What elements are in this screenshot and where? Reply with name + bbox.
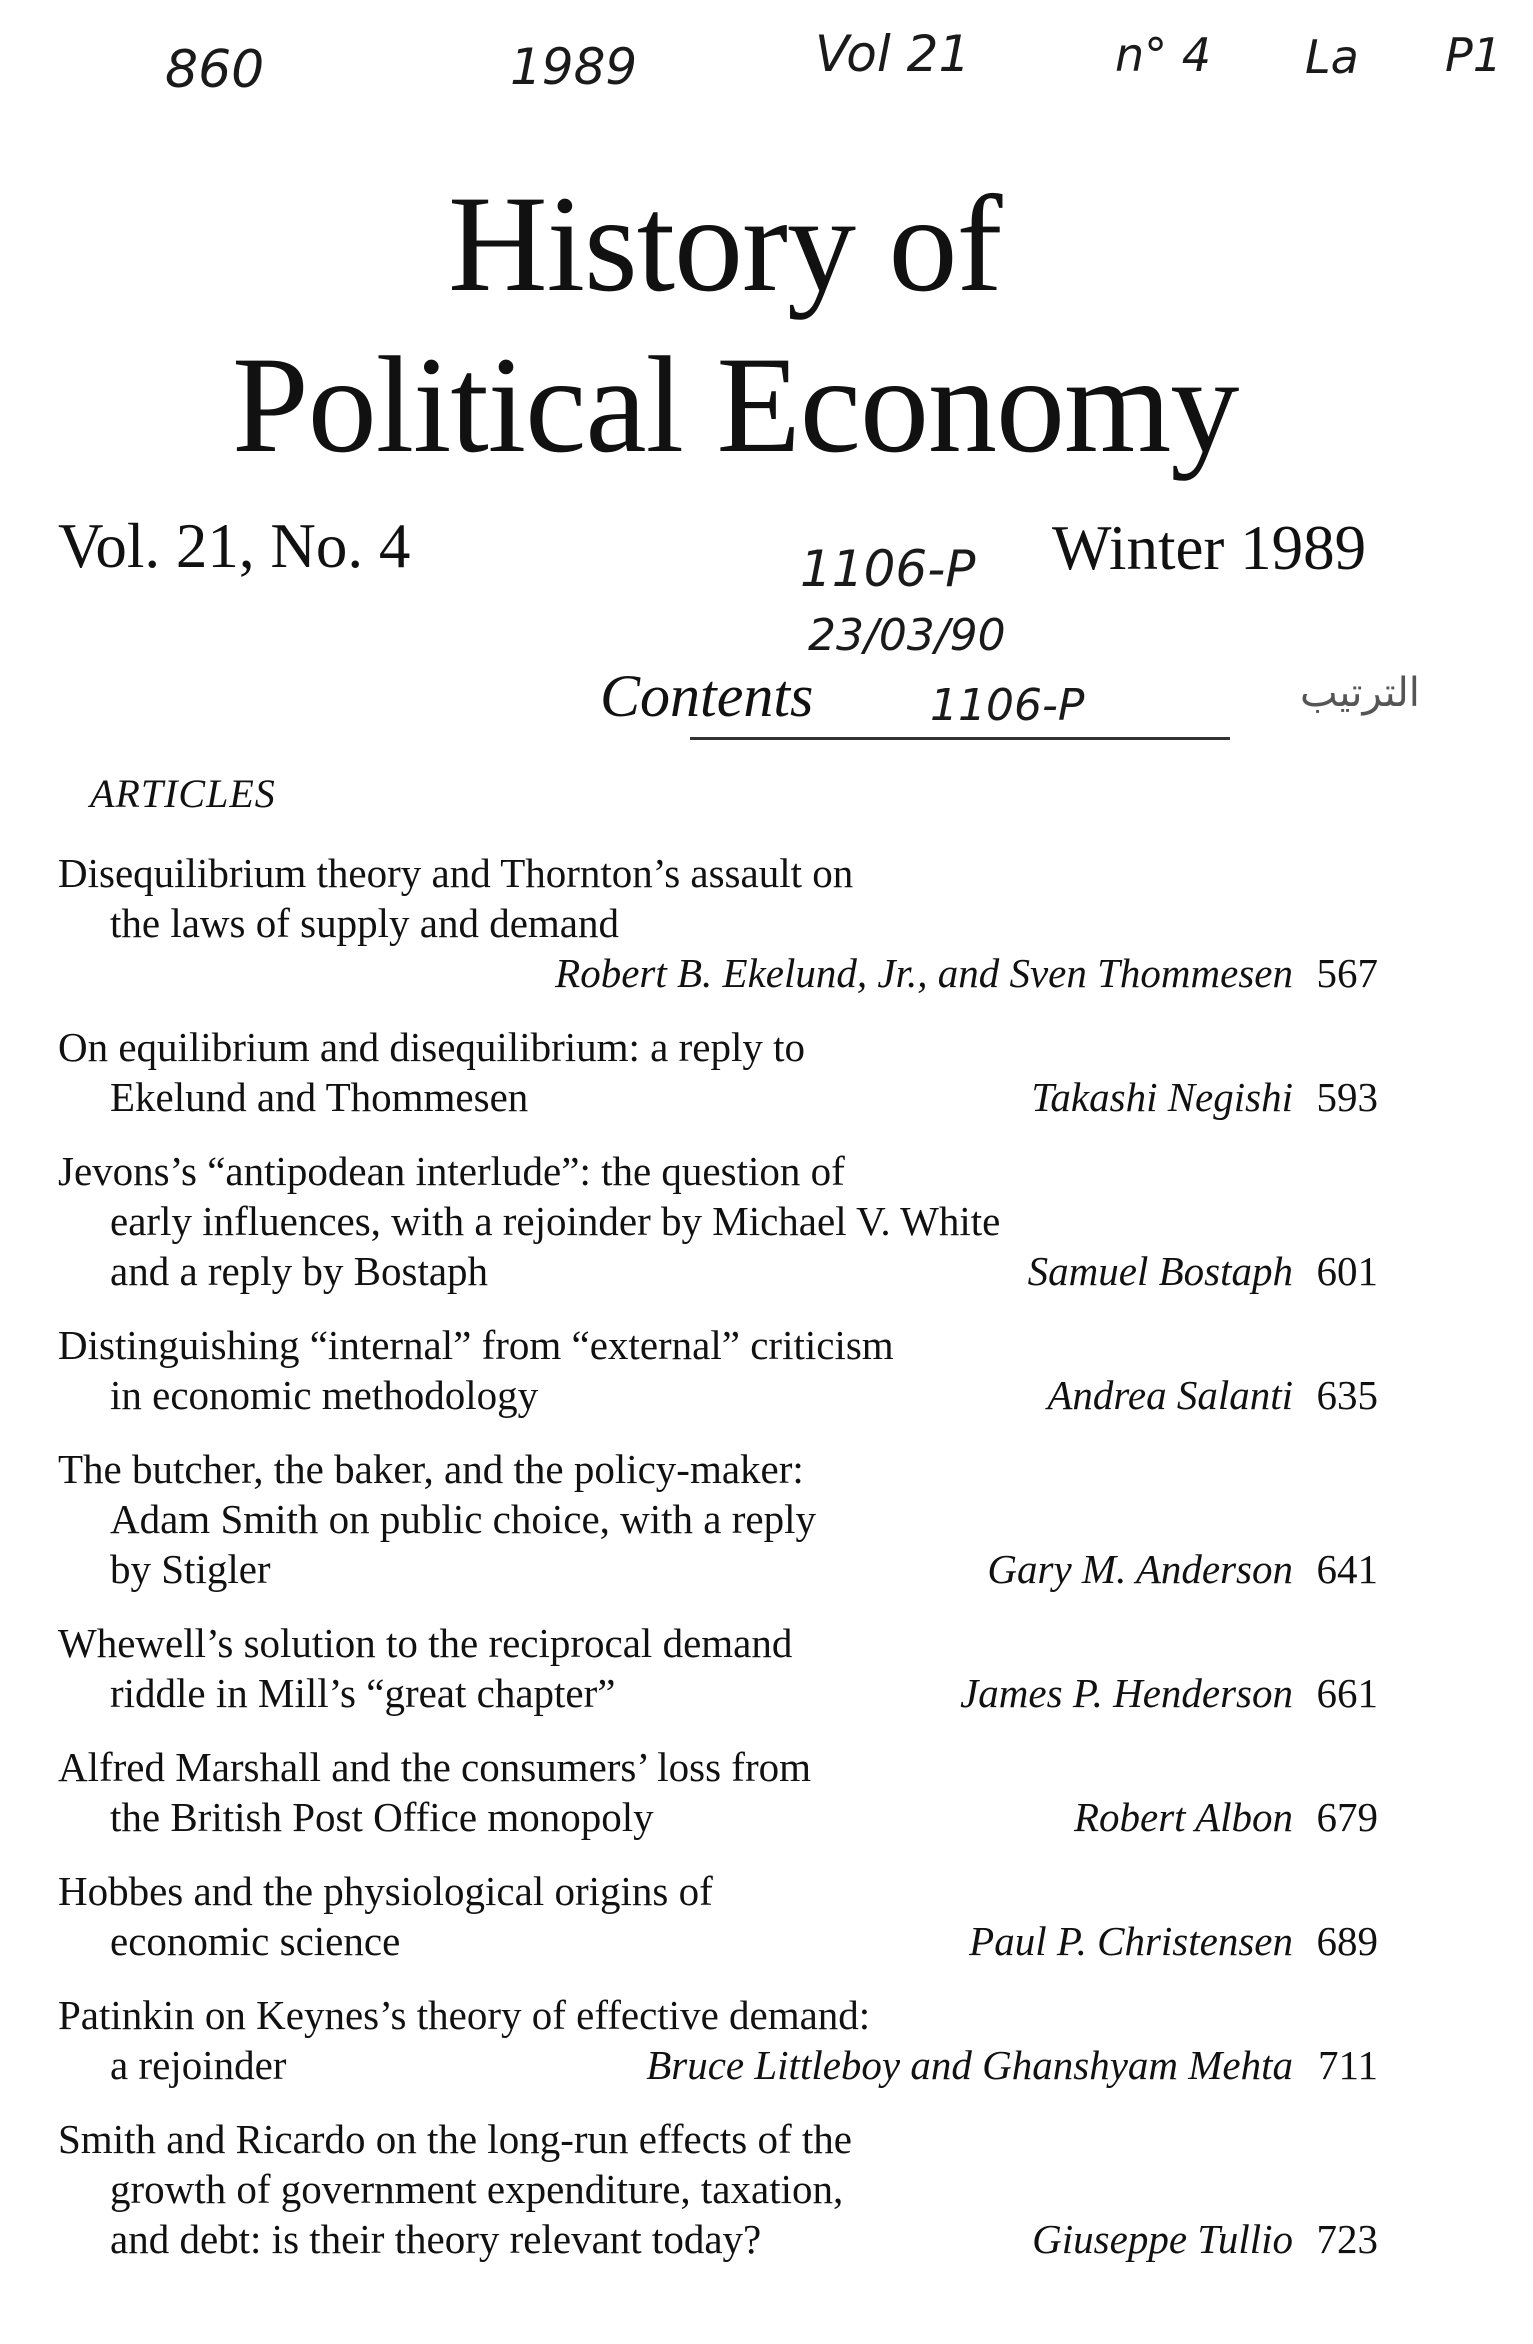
- article-title-line: Distinguishing “internal” from “external” criticism: [58, 1322, 894, 1368]
- handwritten-date: 23/03/90: [808, 610, 1006, 661]
- article-author: Robert B. Ekelund, Jr., and Sven Thommesen: [555, 950, 1293, 996]
- article-title-line: and a reply by Bostaph: [110, 1248, 489, 1294]
- handwritten-arabic-note: الترتيب: [1300, 670, 1420, 716]
- article-title-line: Disequilibrium theory and Thornton’s assault on: [58, 850, 854, 896]
- article-title-line: Smith and Ricardo on the long-run effects of the: [58, 2116, 852, 2162]
- article-author-page: [960, 1668, 1378, 1718]
- article-page: 601: [1316, 1248, 1378, 1294]
- article-title-line: Patinkin on Keynes’s theory of effective demand:: [58, 1992, 871, 2038]
- article-author-page: [1047, 1370, 1378, 1420]
- article-page: 641: [1316, 1546, 1378, 1592]
- article-title-line: riddle in Mill’s “great chapter”: [110, 1670, 616, 1716]
- handwritten-call-number-2: 1106-P: [930, 680, 1085, 731]
- article-author: Takashi Negishi: [1031, 1074, 1293, 1120]
- article-entry: [58, 2114, 1378, 2264]
- article-author-page: [646, 2040, 1378, 2090]
- article-author-page: [1074, 1792, 1378, 1842]
- section-label-articles: ARTICLES: [90, 771, 276, 816]
- author-row: [58, 948, 1378, 998]
- article-title-line: the laws of supply and demand: [110, 900, 619, 946]
- article-author: Paul P. Christensen: [969, 1918, 1293, 1964]
- article-page: 567: [1316, 950, 1378, 996]
- handwritten-note-p1: P1: [1445, 28, 1503, 82]
- article-author: Samuel Bostaph: [1027, 1248, 1293, 1294]
- article-page: 689: [1316, 1918, 1378, 1964]
- article-title-line: early influences, with a rejoinder by Michael V. White: [110, 1198, 1001, 1244]
- article-author-page: [555, 948, 1378, 998]
- issue-season: Winter 1989: [1052, 513, 1367, 583]
- contents-underline: [690, 737, 1230, 740]
- journal-title-line2: Political Economy: [232, 328, 1239, 481]
- article-title-line: a rejoinder: [110, 2042, 287, 2088]
- article-author-page: [1031, 1072, 1378, 1122]
- article-title-line: Hobbes and the physiological origins of: [58, 1868, 713, 1914]
- article-title-line: Whewell’s solution to the reciprocal demand: [58, 1620, 793, 1666]
- article-entry: [58, 1742, 1378, 1842]
- article-title-line: and debt: is their theory relevant today?: [110, 2216, 762, 2262]
- article-author: Robert Albon: [1073, 1794, 1293, 1840]
- article-title-line: The butcher, the baker, and the policy-maker:: [58, 1446, 804, 1492]
- article-author: Bruce Littleboy and Ghanshyam Mehta: [646, 2042, 1293, 2088]
- article-entry: [58, 1618, 1378, 1718]
- article-title-line: Adam Smith on public choice, with a reply: [110, 1496, 816, 1542]
- article-title-line: the British Post Office monopoly: [110, 1794, 654, 1840]
- article-author-page: [969, 1916, 1378, 1966]
- article-page: 661: [1316, 1670, 1378, 1716]
- article-author: Gary M. Anderson: [987, 1546, 1293, 1592]
- article-title-line: economic science: [110, 1918, 401, 1964]
- article-author: Giuseppe Tullio: [1032, 2216, 1293, 2262]
- handwritten-note-la: La: [1305, 30, 1359, 84]
- article-entry: [58, 1320, 1378, 1420]
- handwritten-note-number: n° 4: [1115, 28, 1212, 82]
- article-page: 679: [1316, 1794, 1378, 1840]
- article-entry: [58, 1146, 1378, 1296]
- article-title-line: On equilibrium and disequilibrium: a reply to: [58, 1024, 805, 1070]
- contents-heading: Contents: [600, 663, 814, 729]
- handwritten-call-number: 1106-P: [800, 540, 976, 598]
- article-entry: [58, 1444, 1378, 1594]
- article-entry: [58, 848, 1378, 998]
- journal-title-line1: History of: [448, 167, 1002, 320]
- article-page: 723: [1316, 2216, 1378, 2262]
- article-entry: [58, 1022, 1378, 1122]
- article-author-page: [987, 1544, 1378, 1594]
- article-author: James P. Henderson: [960, 1670, 1293, 1716]
- article-entry: [58, 1866, 1378, 1966]
- handwritten-note-volume: Vol 21: [815, 25, 971, 83]
- handwritten-note-year: 1989: [510, 38, 638, 96]
- article-page: 593: [1316, 1074, 1378, 1120]
- articles-list: [58, 848, 1378, 2264]
- article-page: 635: [1316, 1372, 1378, 1418]
- article-author-page: [1032, 2214, 1378, 2264]
- article-page: 711: [1318, 2042, 1378, 2088]
- article-title-line: Jevons’s “antipodean interlude”: the question of: [58, 1148, 845, 1194]
- article-author: Andrea Salanti: [1047, 1372, 1293, 1418]
- article-title-line: growth of government expenditure, taxation,: [110, 2166, 844, 2212]
- volume-issue: Vol. 21, No. 4: [58, 511, 411, 581]
- article-author-page: [1028, 1246, 1378, 1296]
- article-title-line: Ekelund and Thommesen: [110, 1074, 529, 1120]
- article-entry: [58, 1990, 1378, 2090]
- article-title-line: by Stigler: [110, 1546, 271, 1592]
- article-title-line: in economic methodology: [110, 1372, 539, 1418]
- article-title-line: Alfred Marshall and the consumers’ loss from: [58, 1744, 811, 1790]
- handwritten-note-860: 860: [165, 40, 265, 100]
